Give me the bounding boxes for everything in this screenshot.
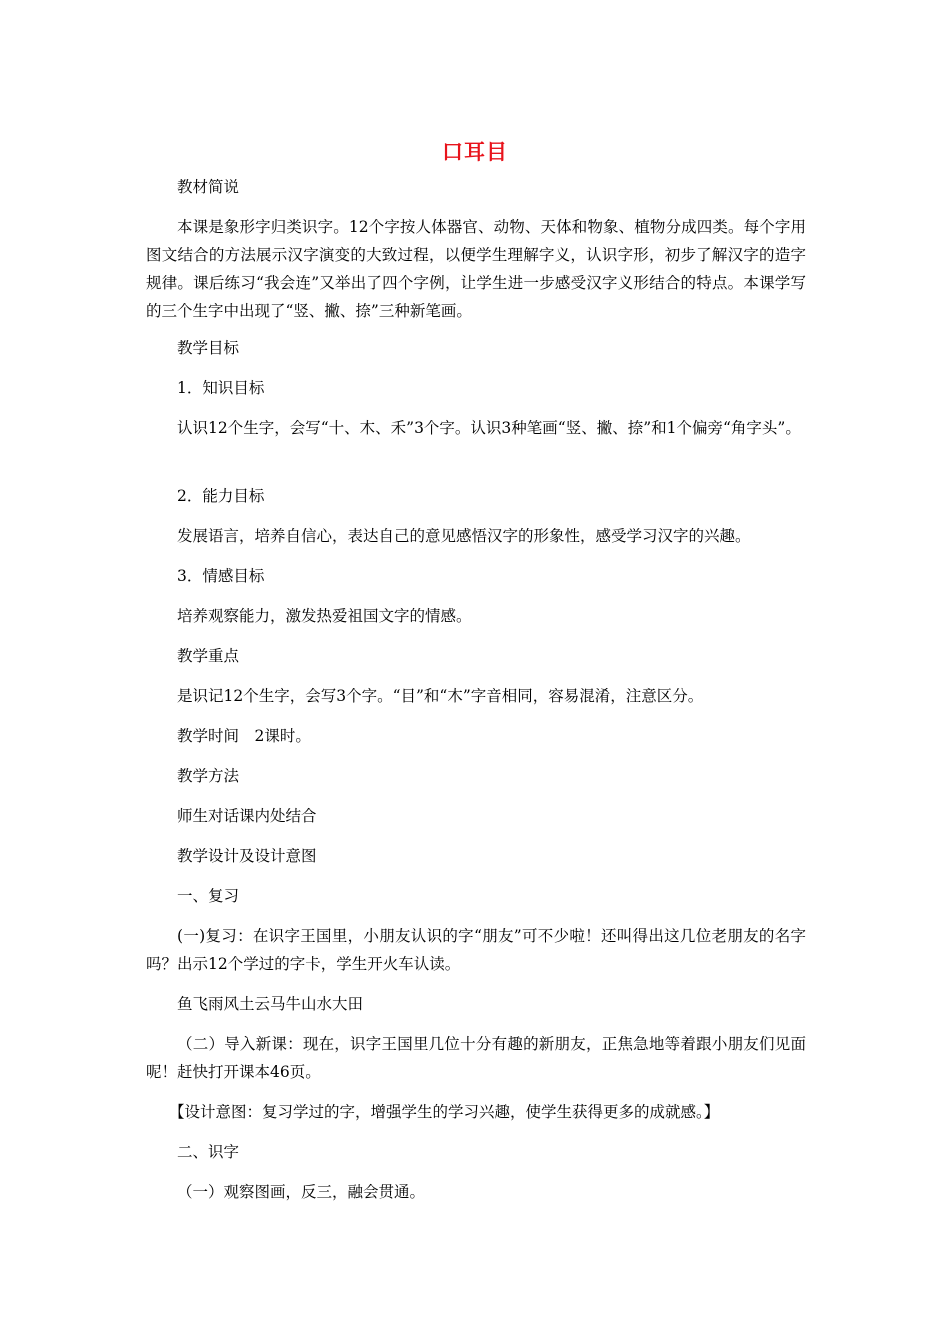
focus-heading: 教学重点 (177, 647, 240, 665)
focus-text: 是识记12个生字，会写3个字。“目”和“木”字音相同，容易混淆，注意区分。 (177, 687, 704, 705)
design-heading: 教学设计及设计意图 (177, 847, 317, 865)
part2-heading: 二、识字 (177, 1143, 240, 1161)
goal1-heading: 1．知识目标 (177, 379, 265, 397)
design-intent: 【设计意图：复习学过的字，增强学生的学习兴趣，使学生获得更多的成就感。】 (169, 1103, 720, 1121)
goals-heading: 教学目标 (177, 339, 240, 357)
part1-heading: 一、复习 (177, 887, 240, 905)
review-chars: 鱼飞雨风土云马牛山水大田 (177, 995, 364, 1013)
goal2-text: 发展语言，培养自信心，表达自己的意见感悟汉字的形象性，感受学习汉字的兴趣。 (177, 527, 751, 545)
document-title: 口耳目 (442, 139, 508, 164)
goal3-heading: 3．情感目标 (177, 567, 265, 585)
method-heading: 教学方法 (177, 767, 240, 785)
intro-paragraph: 本课是象形字归类识字。12个字按人体器官、动物、天体和物象、植物分成四类。每个字用图文结合的方法展示汉字演变的大致过程，以便学生理解字义，认识字形，初步了解汉字的造字规律。课后练习“我会连”又举出了四个字例，让学生进一步感受汉字义形结合的特点。本课学写的三个生字中出现了“竖、撇、捺”三种新笔画。 (146, 218, 806, 320)
method-text: 师生对话课内处结合 (177, 807, 317, 825)
goal3-text: 培养观察能力，激发热爱祖国文字的情感。 (177, 607, 472, 625)
time-text: 教学时间 2课时。 (177, 727, 311, 745)
goal1-text: 认识12个生字，会写“十、木、禾”3个字。认识3种笔画“竖、撇、捺”和1个偏旁“角字头”。 (177, 419, 801, 437)
intro-new-text: （二）导入新课：现在，识字王国里几位十分有趣的新朋友，正焦急地等着跟小朋友们见面呢！赶快打开课本46页。 (146, 1035, 806, 1081)
intro-heading: 教材简说 (177, 178, 240, 196)
goal2-heading: 2．能力目标 (177, 487, 265, 505)
observe-text: （一）观察图画，反三，融会贯通。 (177, 1183, 426, 1201)
review-text: (一)复习：在识字王国里，小朋友认识的字“朋友”可不少啦！还叫得出这几位老朋友的名字吗？出示12个学过的字卡，学生开火车认读。 (146, 927, 806, 973)
